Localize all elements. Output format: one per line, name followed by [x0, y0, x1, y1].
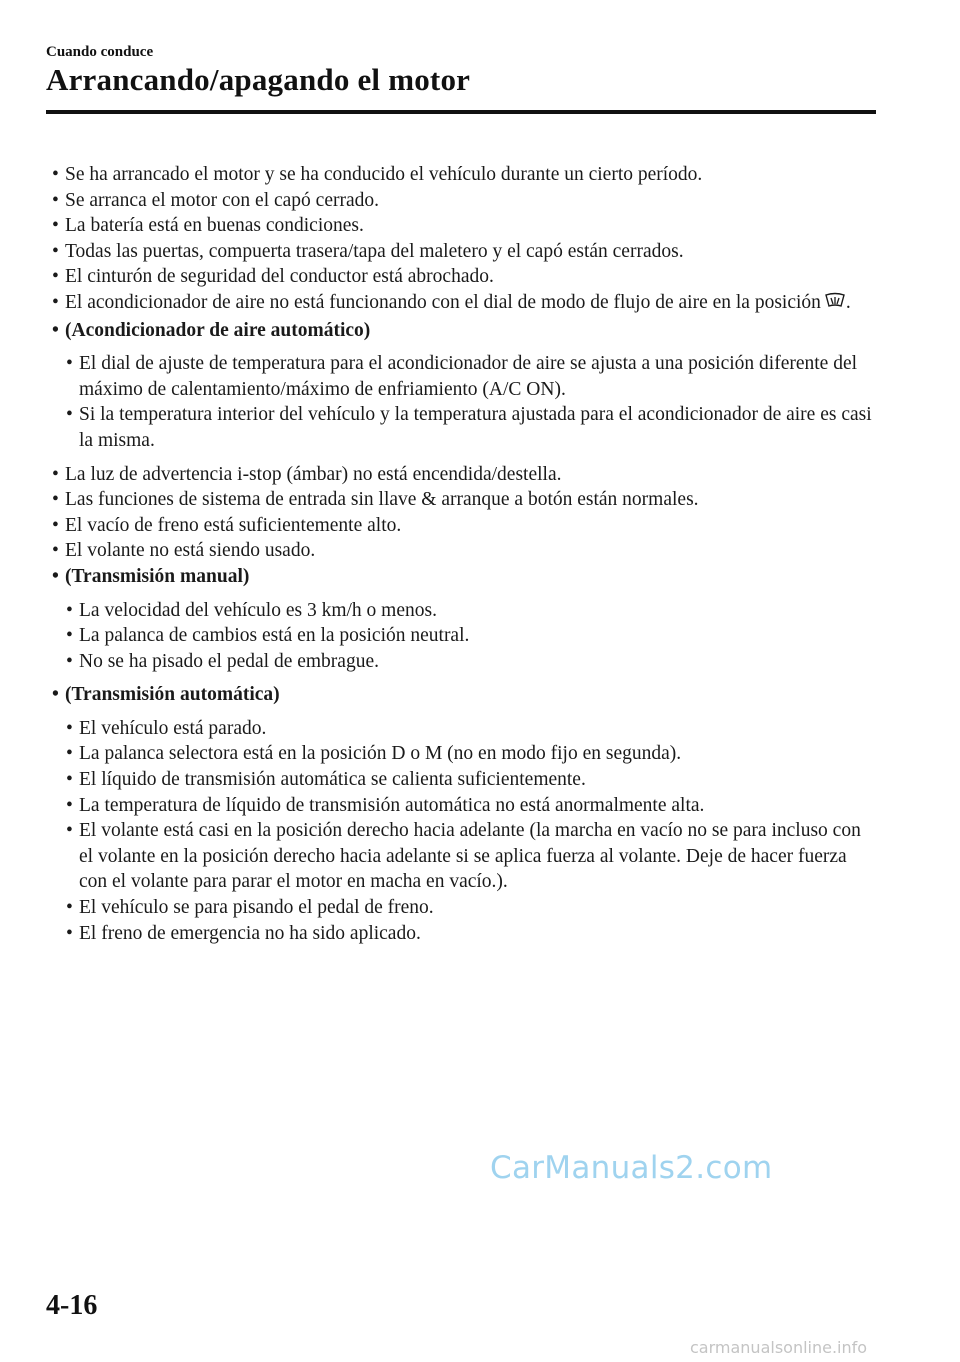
- sub-list-item: • El vehículo está parado.: [66, 716, 872, 742]
- sub-list-item: • El vehículo se para pisando el pedal de freno.: [66, 895, 872, 921]
- sub-list-item: • La temperatura de líquido de transmisión automática no está anormalmente alta.: [66, 793, 872, 819]
- list-item: • Se arranca el motor con el capó cerrado.: [52, 188, 872, 214]
- sub-list-item: • El volante está casi en la posición derecho hacia adelante (la marcha en vacío no se para incluso con el volante en la posición derecho hacia adelante si se aplica fuerza al volante. Deje de hacer fuerza con el volante para parar el motor en macha en vacío.).: [66, 818, 872, 895]
- sub-list-item: • La velocidad del vehículo es 3 km/h o menos.: [66, 598, 872, 624]
- sub-list-item: • No se ha pisado el pedal de embrague.: [66, 649, 872, 675]
- sub-list-item: • La palanca de cambios está en la posición neutral.: [66, 623, 872, 649]
- list-item: • Se ha arrancado el motor y se ha conducido el vehículo durante un cierto período.: [52, 162, 872, 188]
- list-item-airflow: [52, 290, 872, 318]
- watermark-logo: CarManuals2.com: [490, 1150, 773, 1186]
- list-item: • Todas las puertas, compuerta trasera/tapa del maletero y el capó están cerrados.: [52, 239, 872, 265]
- list-item-text: El acondicionador de aire no está funcionando con el dial de modo de flujo de aire en la posición: [65, 291, 821, 313]
- list-item: • Las funciones de sistema de entrada sin llave & arranque a botón están normales.: [52, 487, 872, 513]
- list-item: • La luz de advertencia i-stop (ámbar) no está encendida/destella.: [52, 462, 872, 488]
- list-item: • El vacío de freno está suficientemente alto.: [52, 513, 872, 539]
- sub-list-item: • La palanca selectora está en la posición D o M (no en modo fijo en segunda).: [66, 741, 872, 767]
- sub-list-item: • El líquido de transmisión automática se calienta suficientemente.: [66, 767, 872, 793]
- heading-manual: • (Transmisión manual): [52, 564, 872, 590]
- heading-automatic: • (Transmisión automática): [52, 682, 872, 708]
- sub-list-item: • El dial de ajuste de temperatura para el acondicionador de aire se ajusta a una posición diferente del máximo de calentamiento/máximo de enfriamiento (A/C ON).: [66, 351, 872, 402]
- sub-list-item: • El freno de emergencia no ha sido aplicado.: [66, 921, 872, 947]
- list-item: • El cinturón de seguridad del conductor está abrochado.: [52, 264, 872, 290]
- sub-list-item: • Si la temperatura interior del vehículo y la temperatura ajustada para el acondicionador de aire es casi la misma.: [66, 402, 872, 453]
- heading-auto-ac: • (Acondicionador de aire automático): [52, 318, 872, 344]
- list-item: • El volante no está siendo usado.: [52, 538, 872, 564]
- list-item: • La batería está en buenas condiciones.: [52, 213, 872, 239]
- section-label: Cuando conduce: [46, 44, 154, 60]
- page-number: 4-16: [46, 1290, 98, 1321]
- windshield-defrost-icon: [824, 292, 846, 318]
- conditions-list: [52, 162, 872, 946]
- footer-watermark: carmanualsonline.info: [690, 1338, 868, 1357]
- header-divider: [46, 110, 876, 114]
- list-item-period: .: [845, 291, 851, 313]
- page-title: Arrancando/apagando el motor: [46, 62, 471, 97]
